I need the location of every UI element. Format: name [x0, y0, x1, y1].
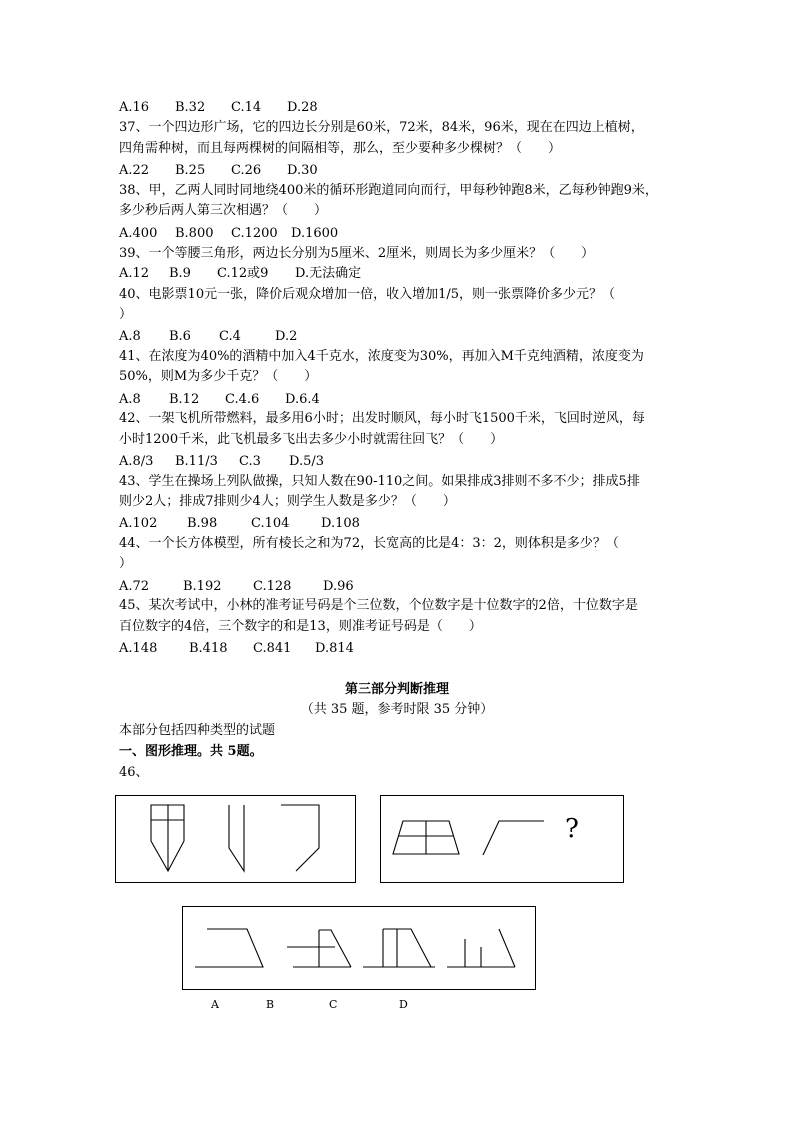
option: A.102: [119, 516, 158, 531]
figure-box-given: [115, 795, 356, 883]
answer-label-d: D: [399, 998, 408, 1011]
option: D.814: [315, 641, 354, 656]
q41-text-line2: 50%，则M为多少千克？（ ）: [119, 369, 318, 384]
section-intro: 本部分包括四种类型的试题: [119, 723, 276, 738]
option: C.128: [253, 579, 292, 594]
q46-number: 46、: [119, 765, 149, 780]
section-subtitle: （共 35 题，参考时限 35 分钟）: [300, 702, 494, 717]
q38-text-line1: 38、甲，乙两人同时同地绕400米的循环形跑道同向而行，甲每秒钟跑8米，乙每秒钟跑9米，: [119, 183, 658, 198]
q40-text-line2: ）: [119, 307, 133, 322]
q45-text-line1: 45、某次考试中，小林的准考证号码是个三位数，个位数字是十位数字的2倍，十位数字是: [119, 598, 638, 613]
q38-text-line2: 多少秒后两人第三次相遇？（ ）: [119, 203, 328, 218]
option: A.72: [119, 579, 150, 594]
option: B.418: [189, 641, 228, 656]
figure-box-question: [380, 795, 624, 883]
option: C.104: [251, 516, 290, 531]
option: A.148: [119, 641, 158, 656]
option: B.98: [187, 516, 218, 531]
answer-b-figure: [287, 930, 351, 967]
q42-text-line2: 小时1200千米，此飞机最多飞出去多少小时就需往回飞？（ ）: [119, 432, 504, 447]
q45-options: [119, 641, 354, 657]
option: C.12或9: [217, 266, 269, 281]
q44-text-line2: ）: [119, 556, 133, 571]
q43-text-line1: 43、学生在操场上列队做操，只知人数在90-110之间。如果排成3排则不多不少；排成5排: [119, 474, 640, 489]
q40-options: [119, 329, 297, 345]
option: B.192: [183, 579, 222, 594]
option: A.8: [119, 329, 141, 344]
option: B.11/3: [175, 454, 218, 469]
option: C.3: [239, 454, 261, 469]
option: C.4.6: [225, 392, 260, 407]
q42-text-line1: 42、一架飞机所带燃料，最多用6小时；出发时顺风，每小时飞1500千米，飞回时逆风，每: [119, 411, 645, 426]
q39-text-line1: 39、一个等腰三角形，两边长分别为5厘米、2厘米，则周长为多少厘米？（ ）: [119, 246, 595, 261]
option: B.800: [175, 226, 214, 241]
q39-options: [119, 266, 361, 282]
q36-options: [119, 100, 318, 116]
option: C.14: [231, 100, 262, 115]
option: D.1600: [291, 226, 339, 241]
q38-options: [119, 226, 338, 242]
option: B.9: [169, 266, 191, 281]
option: B.32: [175, 100, 206, 115]
figure-box-answers: [182, 906, 536, 990]
option: D.96: [323, 579, 354, 594]
q43-text-line2: 则少2人；排成7排则少4人；则学生人数是多少？（ ）: [119, 494, 456, 509]
option: A.8: [119, 392, 141, 407]
option: B.12: [169, 392, 200, 407]
option: A.12: [119, 266, 150, 281]
answer-label-b: B: [266, 998, 275, 1011]
q37-options: [119, 163, 318, 179]
option: A.16: [119, 100, 150, 115]
answer-label-c: C: [329, 998, 338, 1011]
figure-5: [483, 821, 544, 855]
question-mark: ?: [565, 814, 579, 844]
option: D.28: [287, 100, 318, 115]
answer-figures: [183, 907, 535, 989]
option: C.4: [219, 329, 241, 344]
q44-options: [119, 579, 354, 595]
q41-text-line1: 41、在浓度为40%的酒精中加入4千克水，浓度变为30%，再加入M千克纯酒精，浓度变为: [119, 349, 644, 364]
answer-c-figure: [363, 929, 435, 967]
option: C.1200: [231, 226, 278, 241]
option: D.2: [275, 329, 298, 344]
option: D.无法确定: [295, 266, 362, 281]
option: D.30: [287, 163, 318, 178]
option: D.6.4: [285, 392, 320, 407]
option: A.8/3: [119, 454, 154, 469]
option: A.400: [119, 226, 158, 241]
figure-pencil-inner: [151, 805, 184, 871]
option: A.22: [119, 163, 150, 178]
q40-text-line1: 40、电影票10元一张，降价后观众增加一倍，收入增加1/5，则一张票降价多少元？（: [119, 287, 616, 302]
q37-text-line2: 四角需种树，而且每两棵树的间隔相等，那么，至少要种多少棵树？（ ）: [119, 141, 562, 156]
figure-2: [229, 805, 244, 871]
answer-label-a: A: [211, 998, 219, 1011]
figure-trapezoid-cross: [398, 821, 454, 854]
figure-3: [281, 805, 319, 871]
q37-text-line1: 37、一个四边形广场，它的四边长分别是60米，72米，84米，96米，现在在四边上植树，: [119, 120, 644, 135]
option: C.841: [253, 641, 292, 656]
answer-d-figure: [447, 929, 515, 967]
q43-options: [119, 516, 360, 532]
q41-options: [119, 392, 320, 408]
option: D.108: [321, 516, 360, 531]
q45-text-line2: 百位数字的4倍，三个数字的和是13，则准考证号码是（ ）: [119, 619, 482, 634]
q44-text-line1: 44、一个长方体模型，所有棱长之和为72，长宽高的比是4：3：2，则体积是多少？（: [119, 536, 619, 551]
part1-heading: 一、图形推理。共 5题。: [119, 744, 263, 759]
option: B.6: [169, 329, 191, 344]
question-figures: [381, 796, 623, 882]
option: C.26: [231, 163, 262, 178]
section-title: 第三部分判断推理: [344, 682, 449, 697]
answer-a-figure: [195, 929, 263, 967]
option: B.25: [175, 163, 206, 178]
given-figures: [116, 796, 355, 882]
option: D.5/3: [289, 454, 325, 469]
q42-options: [119, 454, 324, 470]
